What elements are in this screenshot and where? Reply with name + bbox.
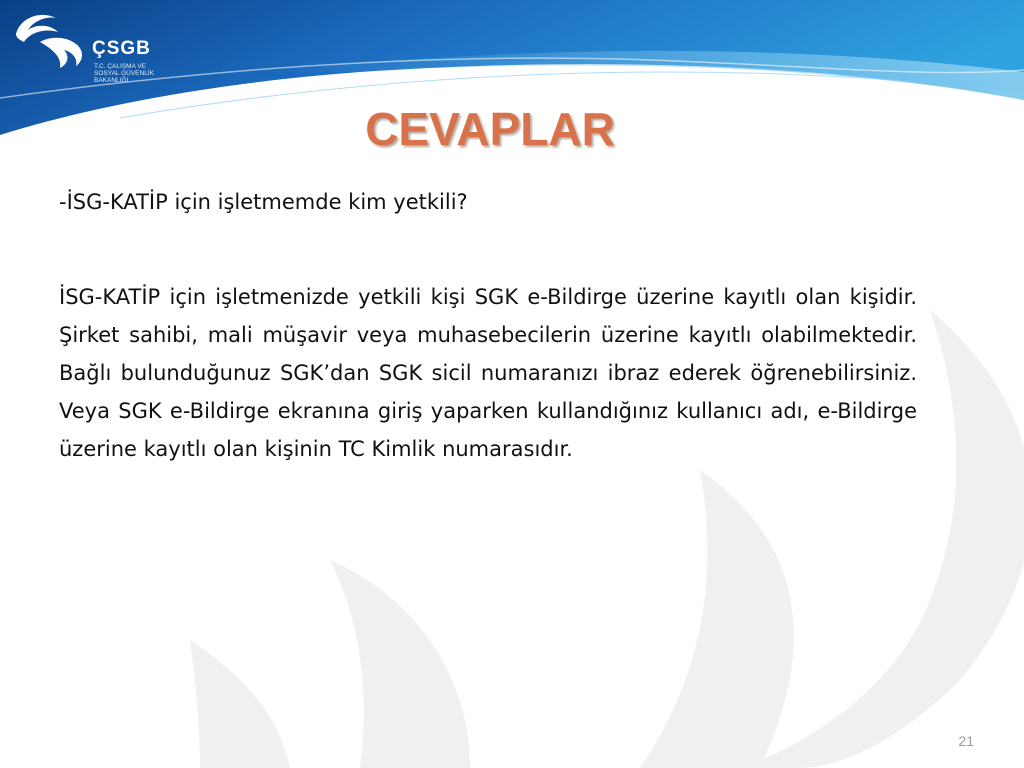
ministry-swoosh-icon xyxy=(10,8,92,68)
page-number: 21 xyxy=(958,733,974,749)
ministry-name-line: T.C. ÇALIŞMA VE xyxy=(94,63,147,70)
ministry-brand: ÇSGB xyxy=(92,38,151,59)
ministry-name xyxy=(94,63,184,84)
ministry-name-line: SOSYAL GÜVENLİK xyxy=(94,70,154,77)
ministry-name-line: BAKANLIĞI xyxy=(94,77,129,84)
ministry-logo xyxy=(10,8,180,90)
slide-title: CEVAPLAR xyxy=(365,103,615,155)
answer-text: İSG-KATİP için işletmenizde yetkili kişi SGK e-Bildirge üzerine kayıtlı olan kişidir. Şirket sahibi, mali müşavir veya muhasebecilerin üzerine kayıtlı olabilmektedir. Bağlı bulunduğunuz SGK’dan SGK sicil numaranızı ibraz ederek öğrenebilirsiniz. Veya SGK e-Bildirge ekranına giriş yaparken kullandığınız kullanıcı adı, e-Bildirge üzerine kayıtlı olan kişinin TC Kimlik numarasıdır. xyxy=(59,285,917,461)
question-text: -İSG-KATİP için işletmemde kim yetkili? xyxy=(59,190,468,214)
